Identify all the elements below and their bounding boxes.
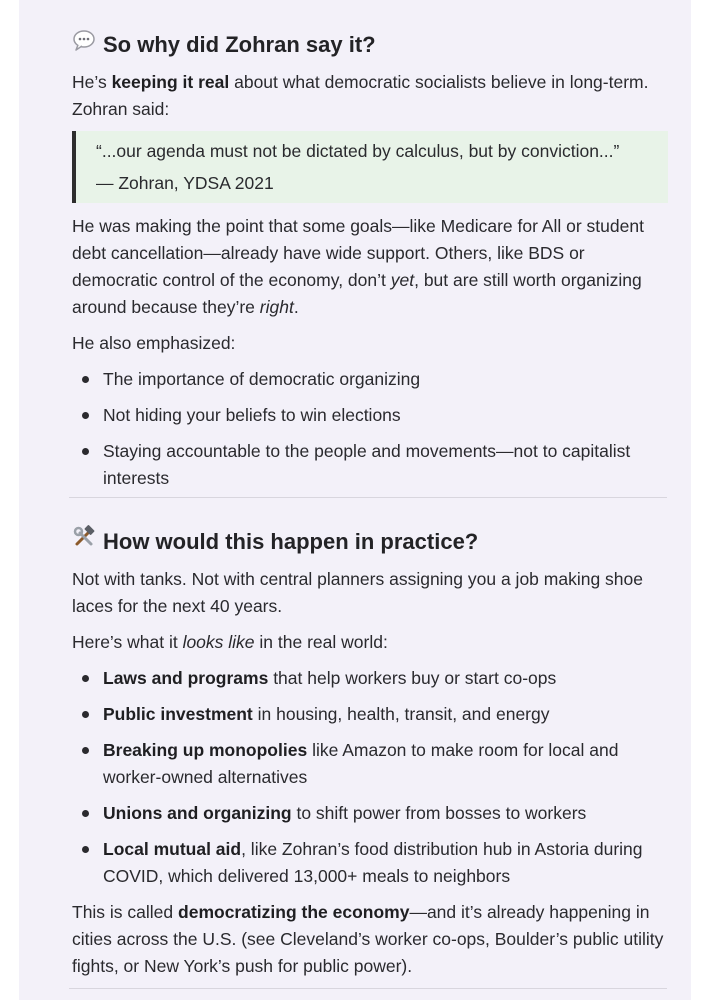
bullet-icon — [82, 376, 89, 383]
practice-list — [72, 665, 668, 890]
intro-paragraph: He’s keeping it real about what democratic socialists believe in long-term. Zohran said: — [72, 72, 649, 119]
list-item: The importance of democratic organizing — [72, 366, 668, 393]
section-how-in-practice — [72, 525, 668, 980]
list-item: Staying accountable to the people and movements—not to capitalist interests — [72, 438, 668, 492]
hammer-wrench-icon — [72, 525, 98, 558]
bullet-icon — [82, 846, 89, 853]
emphasized-paragraph: He also emphasized: — [72, 333, 236, 353]
list-item: Breaking up monopolies like Amazon to make room for local and worker-owned alternatives — [72, 737, 668, 791]
list-item: Unions and organizing to shift power from bosses to workers — [72, 800, 668, 827]
article-page — [19, 0, 691, 1000]
section-title: How would this happen in practice? — [103, 528, 479, 554]
blockquote — [72, 131, 668, 203]
quote-text: “...our agenda must not be dictated by calculus, but by conviction...” — [96, 141, 620, 161]
bullet-icon — [82, 747, 89, 754]
section-title: So why did Zohran say it? — [103, 31, 376, 57]
list-item: Local mutual aid, like Zohran’s food distribution hub in Astoria during COVID, which delivered 13,000+ meals to neighbors — [72, 836, 668, 890]
bullet-icon — [82, 711, 89, 718]
section-divider — [69, 497, 667, 498]
bullet-icon — [82, 448, 89, 455]
bullet-icon — [82, 810, 89, 817]
section-heading — [72, 28, 668, 61]
speech-bubble-icon — [72, 28, 98, 61]
list-item: Public investment in housing, health, transit, and energy — [72, 701, 668, 728]
section-divider — [69, 988, 667, 989]
closing-paragraph: This is called democratizing the economy—and it’s already happening in cities across the U.S. (see Cleveland’s worker co-ops, Boulder’s public utility fights, or New York’s push for public power). — [72, 902, 664, 976]
section-why-zohran-said-it — [72, 28, 668, 501]
bullet-icon — [82, 675, 89, 682]
section-heading — [72, 525, 668, 558]
bullet-icon — [82, 412, 89, 419]
list-item: Laws and programs that help workers buy or start co-ops — [72, 665, 668, 692]
emphasis-list — [72, 366, 668, 492]
list-item: Not hiding your beliefs to win elections — [72, 402, 668, 429]
intro-paragraph: Not with tanks. Not with central planners assigning you a job making shoe laces for the next 40 years. — [72, 569, 643, 616]
quote-attribution: — Zohran, YDSA 2021 — [96, 173, 274, 193]
looks-like-paragraph: Here’s what it looks like in the real world: — [72, 632, 388, 652]
explanation-paragraph: He was making the point that some goals—like Medicare for All or student debt cancellation—already have wide support. Others, like BDS or democratic control of the economy, don’t yet, but are still worth organizing around because they’re right. — [72, 216, 644, 317]
